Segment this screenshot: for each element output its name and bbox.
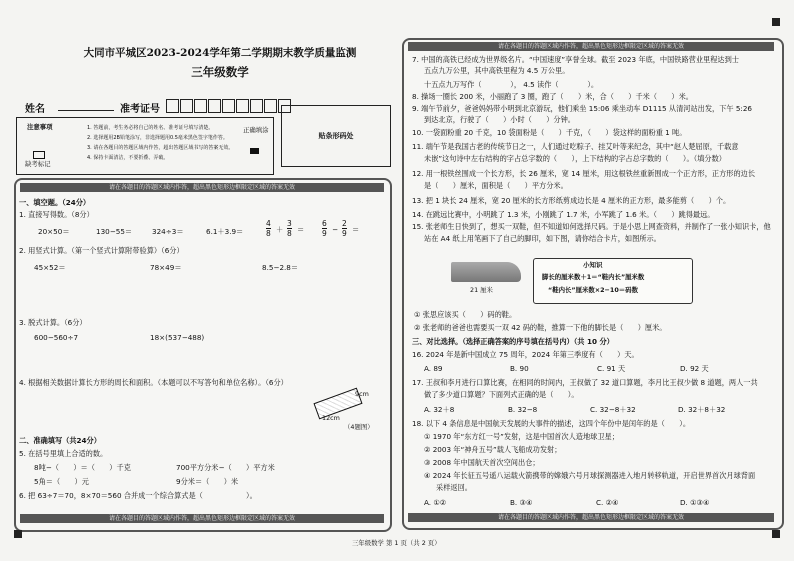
- q3-item: 600−560÷7: [34, 333, 79, 342]
- q1-item: 324÷3＝: [152, 227, 184, 236]
- exam-page: 大同市平城区2023-2024学年第二学期期末教学质量监测 三年级数学 姓名 准考证号 注意事项 1. 答题前，考生务必将自己的姓名、准考证号填写清楚。 2. 选择题用2B铅笔涂写，非选择题用0.5毫米黑色签字笔作答。 3. 请在各题目的答题区域内作答，超出答题区域书写的答案无效。 4. 保持卡面清洁，不要折叠、弄破。 正确填涂 缺考标记 贴条形码处 请在各题目的答题区域内作答，超出黑色矩形边框限定区域的答案无效 一、填空题。（24分） 1. 直接写得数。（8分） 20×50＝ 130−55＝ 324÷3＝ 6.1＋3.9＝ $\frac{4}{8}$ ＋ $\frac{3}{8}$ ＝ $\frac{6}{9}$ − $\frac{2}{9}$ ＝ 2. 用竖式计算。（第一个竖式计算附带验算）（6分） 45×52＝ 78×49＝ 8.5−2.8＝ 3. 脱式计算。（6分） 600−560÷7 18×(537−488) 4. 根据相关数据计算长方形的周长和面积。（本题可以不写答句和单位名称）。（6分） 9cm 12cm （4题图） 二、准确填写（共24分） 5. 在括号里填上合适的数。 8吨−（ ）＝（ ）千克 700平方分米−（ ）平方米 5角＝（ ）元 9分米＝（ ）米 6. 把 63÷7＝70，8×70＝560 合并成一个综合算式是（ ）。 请在各题目的答题区域内作答，超出黑色矩形边框限定区域的答案无效 请在各题目的答题区域内作答，超出黑色矩形边框限定区域的答案无效 7. 中国的高铁已经成为世界级名片。“中国速度”享誉全球。截至 2023 年底，中国铁路营业里程达到士 五点九万公里，其中高铁里程为 4.5 万公里。 十五点九万写作（ ）， 4.5 读作（ ）。 8. 操场一圈长 200 米，小丽跑了 3 圈，跑了（ ）米，合（ ）千米（ ）米。 9. 端午节前夕，爸爸妈妈带小明到北京游玩，他们乘坐 15:06 乘坐动车 D1115 从清河站出发，下午 5:26 到达北京，行驶了（ ）小时（ ）分钟。 10. 一袋面粉重 20 千克，10 袋面粉是（ ）千克，（ ）袋这样的面粉重 1 吨。 11. 端午节是我国古老的传统节日之一，人们通过吃粽子、挂艾叶等来纪念，其中“赵人楚屈原，千载意 未嵌”这句诗中左右结构的字占总字数的（ ），上下结构的字占总字数的（ ）。（填分数） 12. 用一根铁丝围成一个长方形，长 26 厘米，宽 14 厘米，用这根铁丝重新围成一个正方形，正方形的边长 是（ ）厘米，面积是（ ）平方分米。 13. 把 1 块长 24 厘米，宽 20 厘米的长方形纸剪成边长是 4 厘米的正方形，最多能剪（ ）个。 14. 在跳远比赛中，小明跳了 1.3 米，小刚跳了 1.7 米，小军跳了 1.6 米。（ ）跳得最远。 15. 张老师生日快到了，想买一双鞋，但不知道如何选择尺码。于是小思上网查资料，并制作了一张小知识卡，他 站在 A4 纸上用笔画下了自己的脚印，如下图，请你结合卡片，如图所示。 21 厘米 小知识 脚长的厘米数＋1＝“鞋内长”厘米数 “鞋内长”厘米数×2−10＝码数 ① 张思应该买（ ）码的鞋。 ② 张老师的爸爸也需要买一双 42 码的鞋，推算一下他的脚长是（ ）厘米。 三、对比选择。（选择正确答案的序号填在括号内）（共 10 分） 16. 2024 年是新中国成立 75 周年，2024 年第三季度有（ ）天。 A. 89 B. 90 C. 91 天 D. 92 天 17. 王叔和李月进行口算比赛，在相同的时间内，王叔做了 32 道口算题，李月比王叔少做 8 道题，两人一共 做了多少道口算题？下面列式正确的是（ ）。 A. 32＋8 B. 32−8 C. 32−8＋32 D. 32＋8＋32 18. 以下 4 条信息是中国航天发展的大事件的描述，这四个年份中是闰年的是（ ）。 ① 1970 年“东方红一号”发射，这是中国首次人造地球卫星； ② 2003 年“神舟五号”载人飞船成功发射； ③ 2008 年中国航天首次空间出仓； ④ 2024 年长征五号遥八运载火箭携带的嫦娥六号月球探测器进入地月转移轨道，开启世界首次月球背面 采样返回。 A. ①② B. ③④ C. ②④ D. ①③④ 请在各题目的答题区域内作答，超出黑色矩形边框限定区域的答案无效 三年级数学 第 1 页（共 2 页）: [0, 0, 794, 561]
- name-label: 姓名: [25, 104, 45, 115]
- name-field[interactable]: [58, 110, 114, 111]
- q3-item: 18×(537−488): [150, 333, 205, 342]
- q1-title: 1. 直接写得数。（8分）: [19, 210, 94, 219]
- barcode-area: 贴条形码处: [281, 105, 391, 167]
- q18-item: ③ 2008 年中国航天首次空间出仓；: [424, 458, 540, 467]
- q17-option-c[interactable]: C. 32−8＋32: [590, 405, 636, 414]
- notice-line: 1. 答题前，考生务必将自己的姓名、准考证号填写清楚。: [87, 125, 214, 131]
- q18-option-b[interactable]: B. ③④: [510, 498, 533, 507]
- knowledge-card-title: 小知识: [583, 261, 603, 269]
- q5-item: 9分米＝（ ）米: [176, 477, 239, 486]
- q13-text: 13. 把 1 块长 24 厘米，宽 20 厘米的长方形纸剪成边长是 4 厘米的正方形，最多能剪（ ）个。: [412, 196, 731, 205]
- q5-item: 700平方分米−（ ）平方米: [176, 463, 275, 472]
- q17-option-b[interactable]: B. 32−8: [508, 405, 538, 414]
- notice-box: [16, 117, 274, 175]
- q15-line: 15. 张老师生日快到了，想买一双鞋，但不知道如何选择尺码。于是小思上网查资料，并制作了一张小知识卡，他: [412, 222, 771, 231]
- fill-sample-icon: [250, 148, 259, 154]
- q4-figure-caption: （4题图）: [344, 423, 374, 431]
- q16-text: 16. 2024 年是新中国成立 75 周年，2024 年第三季度有（ ）天。: [412, 350, 639, 359]
- q5-item: 8吨−（ ）＝（ ）千克: [34, 463, 131, 472]
- q16-option-d[interactable]: D. 92 天: [680, 364, 709, 373]
- footprint-length-label: 21 厘米: [470, 286, 493, 294]
- id-label: 准考证号: [120, 104, 160, 115]
- q16-option-c[interactable]: C. 91 天: [597, 364, 626, 373]
- q15-sub-2: ② 张老师的爸爸也需要买一双 42 码的鞋，推算一下他的脚长是（ ）厘米。: [414, 323, 667, 332]
- footprint-figure: [451, 262, 521, 282]
- q17-line: 做了多少道口算题？下面列式正确的是（ ）。: [424, 390, 579, 399]
- q1-item: 6.1＋3.9＝: [206, 227, 244, 236]
- knowledge-line-1: 脚长的厘米数＋1＝“鞋内长”厘米数: [542, 273, 645, 281]
- q4-title: 4. 根据相关数据计算长方形的周长和面积。（本题可以不写答句和单位名称）。（6分）: [19, 378, 288, 387]
- q3-title: 3. 脱式计算。（6分）: [19, 318, 87, 327]
- q7-line: 五点九万公里，其中高铁里程为 4.5 万公里。: [424, 66, 570, 75]
- right-bottom-band: 请在各题目的答题区域内作答，超出黑色矩形边框限定区域的答案无效: [408, 513, 774, 522]
- q4-width-label: 9cm: [355, 390, 369, 398]
- q8-text: 8. 操场一圈长 200 米，小丽跑了 3 圈，跑了（ ）米，合（ ）千米（ ）米。: [412, 92, 693, 101]
- corner-mark: [14, 530, 22, 538]
- q2-item: 45×52＝: [34, 263, 66, 272]
- section-2-title: 二、准确填写（共24分）: [19, 436, 101, 445]
- q18-text: 18. 以下 4 条信息是中国航天发展的大事件的描述，这四个年份中是闰年的是（ ）。: [412, 419, 691, 428]
- q16-option-b[interactable]: B. 90: [510, 364, 529, 373]
- right-top-band: 请在各题目的答题区域内作答，超出黑色矩形边框限定区域的答案无效: [408, 42, 774, 51]
- q17-option-d[interactable]: D. 32＋8＋32: [678, 405, 726, 414]
- q2-item: 8.5−2.8＝: [262, 263, 299, 272]
- notice-head: 注意事项: [27, 123, 53, 131]
- left-bottom-band: 请在各题目的答题区域内作答，超出黑色矩形边框限定区域的答案无效: [20, 514, 384, 523]
- q7-line: 7. 中国的高铁已经成为世界级名片。“中国速度”享誉全球。截至 2023 年底，中国铁路营业里程达到士: [412, 55, 739, 64]
- fraction: $\frac{4}{8}$: [266, 219, 271, 238]
- q9-line: 9. 端午节前夕，爸爸妈妈带小明到北京游玩，他们乘坐 15:06 乘坐动车 D1115 从清河站出发，下午 5:26: [412, 104, 752, 113]
- q12-line: 12. 用一根铁丝围成一个长方形，长 26 厘米，宽 14 厘米，用这根铁丝重新围成一个正方形，正方形的边长: [412, 169, 756, 178]
- q18-option-c[interactable]: C. ②④: [596, 498, 619, 507]
- q1-item: 20×50＝: [38, 227, 70, 236]
- notice-line: 3. 请在各题目的答题区域内作答，超出答题区域书写的答案无效。: [87, 145, 234, 151]
- correct-fill-label: 正确填涂: [243, 126, 269, 134]
- fraction: $\frac{3}{8}$: [287, 219, 292, 238]
- q2-title: 2. 用竖式计算。（第一个竖式计算附带验算）（6分）: [19, 246, 184, 255]
- knowledge-line-2: “鞋内长”厘米数×2−10＝码数: [548, 286, 638, 294]
- exam-title: 大同市平城区2023-2024学年第二学期期末教学质量监测: [83, 47, 357, 59]
- missing-checkbox[interactable]: [33, 151, 45, 159]
- q12-line: 是（ ）厘米，面积是（ ）平方分米。: [424, 181, 568, 190]
- q18-item: 采样返回。: [436, 483, 472, 492]
- q10-text: 10. 一袋面粉重 20 千克，10 袋面粉是（ ）千克，（ ）袋这样的面粉重 1 吨。: [412, 128, 687, 137]
- q9-line: 到达北京，行驶了（ ）小时（ ）分钟。: [424, 115, 575, 124]
- id-number-boxes[interactable]: [166, 99, 292, 112]
- q18-option-d[interactable]: D. ①③④: [680, 498, 710, 507]
- q5-item: 5角＝（ ）元: [34, 477, 89, 486]
- q4-length-label: 12cm: [322, 414, 340, 422]
- q5-title: 5. 在括号里填上合适的数。: [19, 449, 108, 458]
- fraction: $\frac{2}{9}$: [342, 219, 347, 238]
- q1-item: 130−55＝: [96, 227, 133, 236]
- q11-line: 未嵌”这句诗中左右结构的字占总字数的（ ），上下结构的字占总字数的（ ）。（填分数）: [424, 154, 726, 163]
- q7-line: 十五点九万写作（ ）， 4.5 读作（ ）。: [424, 80, 599, 89]
- q14-text: 14. 在跳远比赛中，小明跳了 1.3 米，小刚跳了 1.7 米，小军跳了 1.6 米。（ ）跳得最远。: [412, 210, 715, 219]
- q6-text: 6. 把 63÷7＝70，8×70＝560 合并成一个综合算式是（ ）。: [19, 491, 257, 500]
- q18-item: ② 2003 年“神舟五号”载人飞船成功发射；: [424, 445, 562, 454]
- q11-line: 11. 端午节是我国古老的传统节日之一，人们通过吃粽子、挂艾叶等来纪念，其中“赵人楚屈原，千载意: [412, 142, 739, 151]
- corner-mark: [772, 530, 780, 538]
- notice-line: 2. 选择题用2B铅笔涂写，非选择题用0.5毫米黑色签字笔作答。: [87, 135, 228, 141]
- page-footer: 三年级数学 第 1 页（共 2 页）: [352, 539, 441, 547]
- q16-option-a[interactable]: A. 89: [424, 364, 443, 373]
- fraction: $\frac{6}{9}$: [322, 219, 327, 238]
- q17-option-a[interactable]: A. 32＋8: [424, 405, 455, 414]
- exam-subject: 三年级数学: [191, 65, 249, 79]
- q2-item: 78×49＝: [150, 263, 182, 272]
- section-1-title: 一、填空题。（24分）: [19, 198, 91, 207]
- section-3-title: 三、对比选择。（选择正确答案的序号填在括号内）（共 10 分）: [412, 337, 614, 346]
- notice-line: 4. 保持卡面清洁，不要折叠、弄破。: [87, 155, 169, 161]
- q17-line: 17. 王叔和李月进行口算比赛，在相同的时间内，王叔做了 32 道口算题，李月比王叔少做 8 道题，两人一共: [412, 378, 758, 387]
- q18-item: ① 1970 年“东方红一号”发射，这是中国首次人造地球卫星；: [424, 432, 619, 441]
- q18-item: ④ 2024 年长征五号遥八运载火箭携带的嫦娥六号月球探测器进入地月转移轨道，开启世界首次月球背面: [424, 471, 756, 480]
- q15-sub-1: ① 张思应该买（ ）码的鞋。: [414, 310, 517, 319]
- corner-mark: [772, 18, 780, 26]
- q15-line: 站在 A4 纸上用笔画下了自己的脚印，如下图，请你结合卡片，如图所示。: [424, 234, 661, 243]
- missing-label: 缺考标记: [25, 160, 51, 168]
- q18-option-a[interactable]: A. ①②: [424, 498, 447, 507]
- left-top-band: 请在各题目的答题区域内作答，超出黑色矩形边框限定区域的答案无效: [20, 183, 384, 192]
